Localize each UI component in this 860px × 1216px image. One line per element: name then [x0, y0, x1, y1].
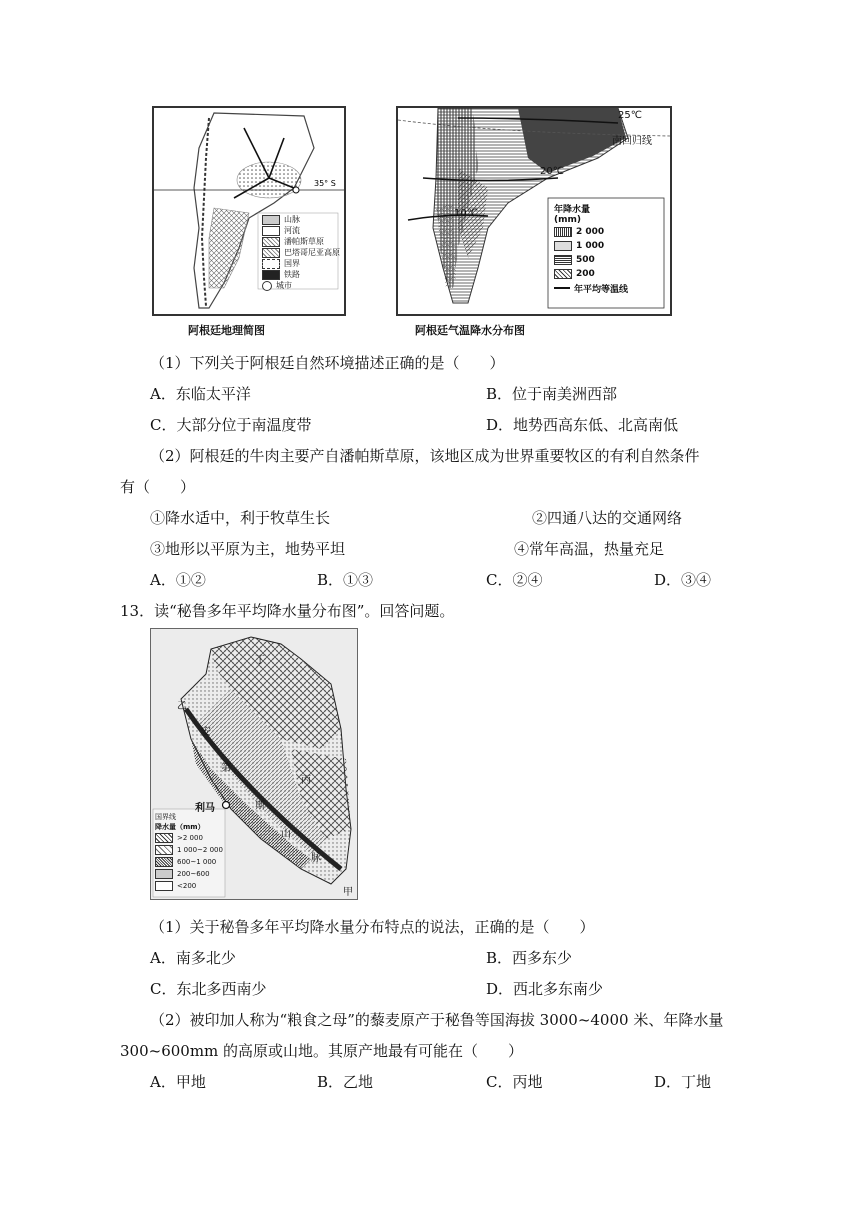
legend-pampas: 潘帕斯草原 — [262, 236, 340, 247]
legend-city: 城市 — [262, 280, 340, 291]
label-lima: 利马 — [195, 803, 215, 814]
label-yi: 乙 — [177, 701, 187, 712]
label-di: 第 — [221, 763, 231, 774]
latitude-label: 35° S — [314, 179, 336, 188]
legend-patagonia: 巴塔哥尼亚高原 — [262, 247, 340, 258]
q13-sub2-option-b[interactable]: B．乙地 — [317, 1073, 374, 1091]
q13-sub1-option-a[interactable]: A．南多北少 — [150, 949, 236, 967]
isotherm-20-label: 20℃ — [540, 166, 564, 177]
q12-sub1-option-c[interactable]: C．大部分位于南温度带 — [150, 416, 312, 434]
q12-sub1-option-b[interactable]: B．位于南美洲西部 — [486, 385, 618, 403]
q12-sub2-item-4: ④常年高温，热量充足 — [514, 540, 665, 558]
label-si: 斯 — [255, 801, 265, 812]
argentina-climate-map — [396, 106, 672, 316]
q12-sub1-question: （1）下列关于阿根廷自然环境描述正确的是（ ） — [150, 354, 505, 372]
q13-sub2-question-line1: （2）被印加人称为“粮食之母”的藜麦原产于秘鲁等国海拔 3000~4000 米、年降水量 — [150, 1011, 724, 1029]
label-mai: 脉 — [311, 853, 321, 864]
q12-sub2-option-d[interactable]: D．③④ — [654, 571, 712, 589]
label-ding: 丁 — [255, 655, 265, 666]
q13-sub1-question: （1）关于秘鲁多年平均降水量分布特点的说法，正确的是（ ） — [150, 918, 595, 936]
q13-sub1-option-c[interactable]: C．东北多西南少 — [150, 980, 267, 998]
tropic-label: 南回归线 — [612, 136, 652, 147]
legend-unit: (mm) — [554, 215, 581, 225]
legend-isotherm: 年平均等温线 — [554, 281, 628, 295]
q13-title: 13．读“秘鲁多年平均降水量分布图”。回答问题。 — [120, 602, 455, 620]
legend-gt2000: >2 000 — [155, 832, 223, 844]
legend-200: 200 — [554, 267, 628, 281]
q12-sub2-item-2: ②四通八达的交通网络 — [532, 509, 683, 527]
peru-legend — [155, 812, 223, 892]
map1-legend — [262, 214, 340, 291]
q13-sub1-option-d[interactable]: D．西北多东南少 — [486, 980, 604, 998]
legend-1000: 1 000 — [554, 239, 628, 253]
legend-600-1000: 600~1 000 — [155, 856, 223, 868]
argentina-geography-map — [152, 106, 346, 316]
legend-border: 国界 — [262, 258, 340, 269]
isotherm-10-label: 10℃ — [454, 208, 478, 219]
q12-sub1-option-d[interactable]: D．地势西高东低、北高南低 — [486, 416, 679, 434]
peru-precipitation-map — [150, 628, 358, 900]
q12-sub2-item-1: ①降水适中，利于牧草生长 — [150, 509, 331, 527]
legend-2000: 2 000 — [554, 225, 628, 239]
q12-sub2-option-a[interactable]: A．①② — [150, 571, 206, 589]
legend-title: 年降水量 — [554, 205, 591, 215]
q12-sub2-question-line1: （2）阿根廷的牛肉主要产自潘帕斯草原，该地区成为世界重要牧区的有利自然条件 — [150, 447, 700, 465]
label-bing: 丙 — [301, 775, 311, 786]
q12-sub2-option-c[interactable]: C．②④ — [486, 571, 543, 589]
q12-sub2-option-b[interactable]: B．①③ — [317, 571, 374, 589]
label-shan: 山 — [281, 829, 291, 840]
q12-sub2-item-3: ③地形以平原为主，地势平坦 — [150, 540, 346, 558]
isotherm-25-label: 25℃ — [618, 110, 642, 121]
legend-1000-2000: 1 000~2 000 — [155, 844, 223, 856]
q13-sub2-option-c[interactable]: C．丙地 — [486, 1073, 543, 1091]
legend-border-line: 国界线 — [155, 813, 176, 821]
map2-caption: 阿根廷气温降水分布图 — [415, 324, 525, 337]
q12-sub1-option-a[interactable]: A．东临太平洋 — [150, 385, 251, 403]
legend-river: 河流 — [262, 225, 340, 236]
q13-sub2-option-d[interactable]: D．丁地 — [654, 1073, 712, 1091]
legend-precip-title: 降水量（mm） — [155, 823, 205, 831]
q13-sub1-option-b[interactable]: B．西多东少 — [486, 949, 573, 967]
label-an: 安 — [201, 727, 211, 738]
q13-sub2-question-line2: 300~600mm 的高原或山地。其原产地最有可能在（ ） — [120, 1042, 524, 1060]
legend-200-600: 200~600 — [155, 868, 223, 880]
legend-500: 500 — [554, 253, 628, 267]
map1-caption: 阿根廷地理简图 — [188, 324, 265, 337]
legend-mountain: 山脉 — [262, 214, 340, 225]
map2-legend — [554, 202, 628, 295]
legend-railway: 铁路 — [262, 269, 340, 280]
q12-sub2-question-line2: 有（ ） — [120, 478, 196, 496]
legend-lt200: <200 — [155, 880, 223, 892]
q13-sub2-option-a[interactable]: A．甲地 — [150, 1073, 206, 1091]
label-jia: 甲 — [343, 887, 353, 898]
